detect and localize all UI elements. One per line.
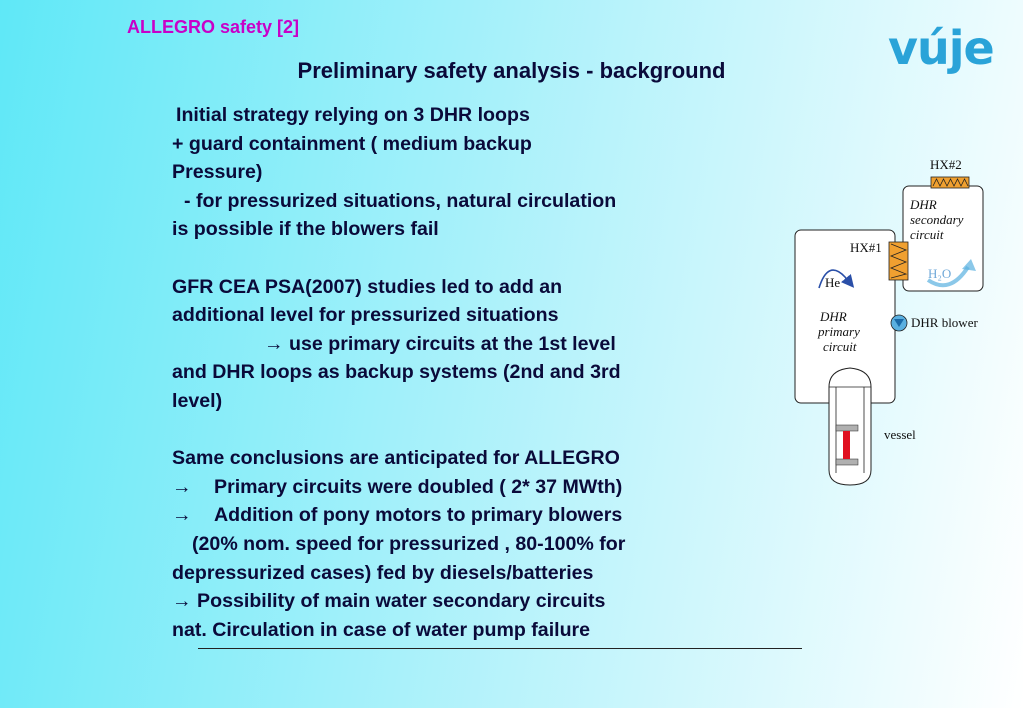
body-line: (20% nom. speed for pressurized , 80-100% for	[192, 532, 626, 555]
page-title: Preliminary safety analysis - background	[297, 58, 726, 83]
secondary-label-3: circuit	[910, 227, 944, 242]
body-line: additional level for pressurized situations	[172, 304, 559, 327]
body-line: GFR CEA PSA(2007) studies led to add an	[172, 275, 563, 298]
blower-label: DHR blower	[911, 315, 978, 330]
body-line: level)	[172, 389, 223, 412]
arrow-icon: →	[172, 504, 192, 527]
arrow-icon: →	[264, 332, 284, 355]
body-line: is possible if the blowers fail	[172, 218, 439, 241]
vessel-label: vessel	[884, 427, 916, 442]
body-line: - for pressurized situations, natural circulation	[184, 189, 617, 212]
body-line	[172, 473, 732, 502]
hx1-label: HX#1	[850, 240, 882, 255]
h2o-label: H₂O	[928, 266, 952, 281]
logo-text: vúje	[888, 21, 994, 75]
secondary-label-1: DHR	[910, 197, 937, 212]
body-line	[172, 330, 732, 359]
body-line: depressurized cases) fed by diesels/batteries	[172, 561, 594, 584]
he-label: He	[825, 275, 841, 290]
body-line-text: Primary circuits were doubled ( 2* 37 MWth)	[214, 475, 623, 498]
body-line	[172, 587, 732, 616]
arrow-icon: →	[172, 475, 192, 498]
hx2-label: HX#2	[930, 157, 962, 172]
slide-tag: ALLEGRO safety [2]	[127, 17, 300, 37]
body-line: + guard containment ( medium backup	[172, 132, 532, 155]
primary-label-1: DHR	[820, 309, 847, 324]
body-line	[172, 501, 732, 530]
secondary-label-2: secondary	[910, 212, 964, 227]
body-text	[172, 101, 732, 644]
vuje-logo	[888, 22, 1006, 82]
body-line-text: use primary circuits at the 1st level	[289, 332, 616, 355]
body-line: nat. Circulation in case of water pump failure	[172, 618, 591, 641]
body-line: and DHR loops as backup systems (2nd and 3rd	[172, 361, 621, 384]
body-line: Initial strategy relying on 3 DHR loops	[176, 104, 530, 126]
divider-line	[198, 648, 802, 649]
primary-label-2: primary	[818, 324, 860, 339]
core-icon	[843, 431, 850, 459]
body-line: Same conclusions are anticipated for ALLEGRO	[172, 447, 620, 470]
dhr-loop-diagram	[790, 155, 1010, 495]
primary-label-3: circuit	[823, 339, 857, 354]
arrow-icon: →	[172, 590, 192, 613]
body-line: Pressure)	[172, 161, 263, 184]
body-line-text: Addition of pony motors to primary blowers	[214, 504, 623, 527]
body-line-text: Possibility of main water secondary circuits	[197, 590, 606, 613]
